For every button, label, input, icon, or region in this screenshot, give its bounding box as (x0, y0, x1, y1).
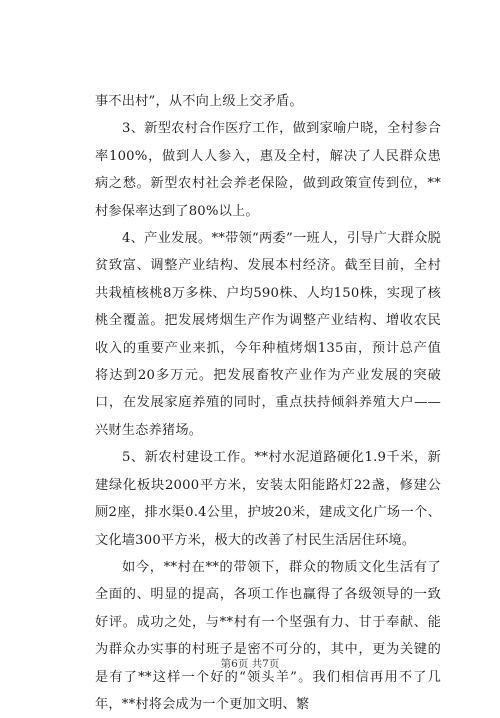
paragraph-medical-insurance: 3、新型农村合作医疗工作，做到家喻户晓，全村参合率100%，做到人人参入，惠及全村，解决了人民群众患病之愁。新型农村社会养老保险，做到政策宣传到位，**村参保率达到了80%以上。 (95, 121, 441, 219)
paragraph-continuation: 事不出村”，从不向上级上交矛盾。 (95, 94, 303, 109)
page-number-footer: 第6页 共7页 (220, 658, 280, 670)
paragraph-industry-development: 4、产业发展。**带领“两委”一班人，引导广大群众脱贫致富、调整产业结构、发展本村经济。截至目前，全村共栽植核桃8万多株、户均590株、人均150株，实现了核桃全覆盖。把发展烤烟生产作为调整产业结构、增收农民收入的重要产业来抓，今年种植烤烟135亩，预计总产值将达到20多万元。把发展畜牧产业作为产业发展的突破口，在发展家庭养殖的同时，重点扶持倾斜养殖大户——兴财生态养猪场。 (95, 231, 441, 438)
document-body (95, 88, 441, 718)
paragraph-summary: 如今，**村在**的带领下，群众的物质文化生活有了全面的、明显的提高，各项工作也赢得了各级领导的一致好评。成功之处，与**村有一个坚强有力、甘于奉献、能为群众办实事的村班子是密不可分的，其中，更为关键的是有了**这样一个好的“领头羊”。我们相信再用不了几年，**村将会成为一个更加文明、繁 (95, 559, 441, 712)
paragraph-rural-construction: 5、新农村建设工作。**村水泥道路硬化1.9千米，新建绿化板块2000平方米，安装太阳能路灯22盏，修建公厕2座，排水渠0.4公里，护坡20米，建成文化广场一个、文化墙300平方米，极大的改善了村民生活居住环境。 (95, 450, 441, 548)
